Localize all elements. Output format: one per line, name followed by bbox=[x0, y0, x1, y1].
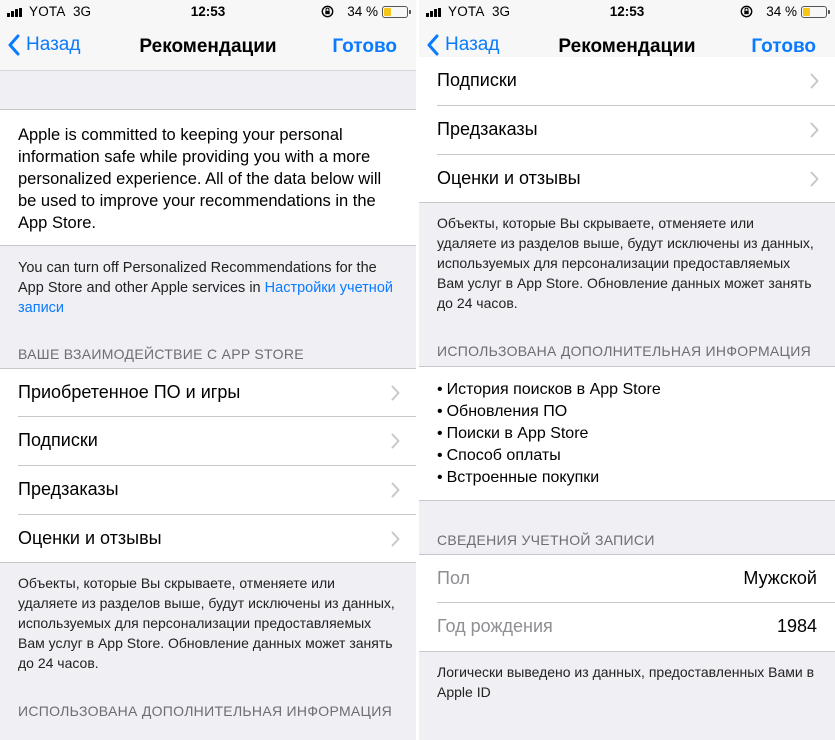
list-item: • Поиски в App Store bbox=[437, 423, 817, 445]
navigation-bar bbox=[0, 24, 416, 71]
clock: 12:53 bbox=[609, 4, 645, 19]
page-title: Рекомендации bbox=[139, 36, 277, 57]
rotation-lock-icon bbox=[321, 5, 334, 18]
list-item: • Обновления ПО bbox=[437, 401, 817, 423]
scroll-content[interactable] bbox=[419, 71, 835, 740]
battery-percent: 34 % bbox=[766, 4, 797, 19]
intro-text: Apple is committed to keeping your personal information safe while providing you with a more personalized experience. All of the data below will be used to improve your recommendations in the App Store. bbox=[18, 126, 382, 232]
done-button[interactable]: Готово bbox=[332, 36, 397, 57]
row-subscriptions[interactable] bbox=[0, 417, 416, 466]
rows-footer bbox=[0, 563, 416, 740]
back-button-label: Назад bbox=[26, 34, 81, 55]
row-value: 1984 bbox=[776, 616, 817, 636]
row-preorders[interactable] bbox=[419, 106, 835, 155]
row-ratings-reviews[interactable] bbox=[0, 515, 416, 563]
row-label: Пол bbox=[437, 568, 471, 588]
back-button-label: Назад bbox=[445, 34, 500, 55]
row-label: Предзаказы bbox=[437, 119, 538, 139]
row-ratings-reviews[interactable] bbox=[419, 155, 835, 203]
row-label: Год рождения bbox=[437, 616, 553, 636]
intro-card bbox=[0, 109, 416, 245]
chevron-right-icon bbox=[810, 122, 819, 138]
row-gender bbox=[419, 554, 835, 603]
row-label: Предзаказы bbox=[18, 479, 119, 499]
row-preorders[interactable] bbox=[0, 466, 416, 515]
account-inferred-note: Логически выведено из данных, предоставленных Вами в Apple ID bbox=[437, 664, 815, 700]
additional-info-list bbox=[419, 366, 835, 501]
exclusion-note: Объекты, которые Вы скрываете, отменяете или удаляете из разделов выше, будут исключены из данных, используемых для персонализации предоставляемых Вам услуг в App Store. Обновление данных может занять до 24 часов. bbox=[18, 575, 395, 671]
row-purchased-apps[interactable] bbox=[0, 368, 416, 417]
battery-icon bbox=[382, 6, 408, 18]
network-type: 3G bbox=[492, 4, 511, 19]
chevron-right-icon bbox=[391, 433, 400, 449]
done-button[interactable]: Готово bbox=[751, 36, 816, 57]
right-screen bbox=[419, 0, 835, 740]
carrier-name: YOTA bbox=[448, 4, 485, 19]
turn-off-note-text: You can turn off Personalized Recommendations for the App Store and other Apple services in bbox=[18, 260, 377, 296]
rows-footer bbox=[419, 203, 835, 366]
row-value: Мужской bbox=[743, 568, 817, 588]
top-spacer bbox=[0, 71, 416, 109]
list-item: • Способ оплаты bbox=[437, 445, 817, 467]
row-subscriptions[interactable] bbox=[419, 57, 835, 106]
chevron-right-icon bbox=[810, 73, 819, 89]
account-section-header: СВЕДЕНИЯ УЧЕТНОЙ ЗАПИСИ bbox=[437, 532, 655, 548]
row-label: Оценки и отзывы bbox=[18, 528, 162, 548]
left-screen bbox=[0, 0, 416, 740]
account-settings-link[interactable]: Настройки учетной записи bbox=[18, 280, 393, 316]
scroll-content[interactable] bbox=[0, 71, 416, 740]
chevron-right-icon bbox=[391, 482, 400, 498]
account-footer bbox=[419, 652, 835, 740]
battery-percent: 34 % bbox=[347, 4, 378, 19]
chevron-right-icon bbox=[810, 171, 819, 187]
list-item: • Встроенные покупки bbox=[437, 467, 817, 489]
exclusion-note: Объекты, которые Вы скрываете, отменяете или удаляете из разделов выше, будут исключены из данных, используемых для персонализации предоставляемых Вам услуг в App Store. Обновление данных может занять до 24 часов. bbox=[437, 215, 814, 311]
clock: 12:53 bbox=[190, 4, 226, 19]
status-bar bbox=[419, 0, 835, 24]
row-label: Приобретенное ПО и игры bbox=[18, 382, 241, 402]
turn-off-note bbox=[0, 245, 416, 360]
list-item: • История поисков в App Store bbox=[437, 379, 817, 401]
rotation-lock-icon bbox=[740, 5, 753, 18]
account-section bbox=[419, 501, 835, 554]
network-type: 3G bbox=[73, 4, 92, 19]
status-bar bbox=[0, 0, 416, 24]
row-birth-year bbox=[419, 603, 835, 652]
row-label: Оценки и отзывы bbox=[437, 168, 581, 188]
carrier-name: YOTA bbox=[29, 4, 66, 19]
chevron-right-icon bbox=[391, 531, 400, 547]
battery-icon bbox=[801, 6, 827, 18]
row-label: Подписки bbox=[18, 430, 98, 450]
chevron-right-icon bbox=[391, 385, 400, 401]
interaction-section-header: ВАШЕ ВЗАИМОДЕЙСТВИЕ С APP STORE bbox=[18, 346, 304, 362]
additional-info-header: ИСПОЛЬЗОВАНА ДОПОЛНИТЕЛЬНАЯ ИНФОРМАЦИЯ bbox=[437, 343, 811, 359]
page-title: Рекомендации bbox=[558, 36, 696, 57]
row-label: Подписки bbox=[437, 70, 517, 90]
additional-info-header: ИСПОЛЬЗОВАНА ДОПОЛНИТЕЛЬНАЯ ИНФОРМАЦИЯ bbox=[18, 703, 392, 719]
